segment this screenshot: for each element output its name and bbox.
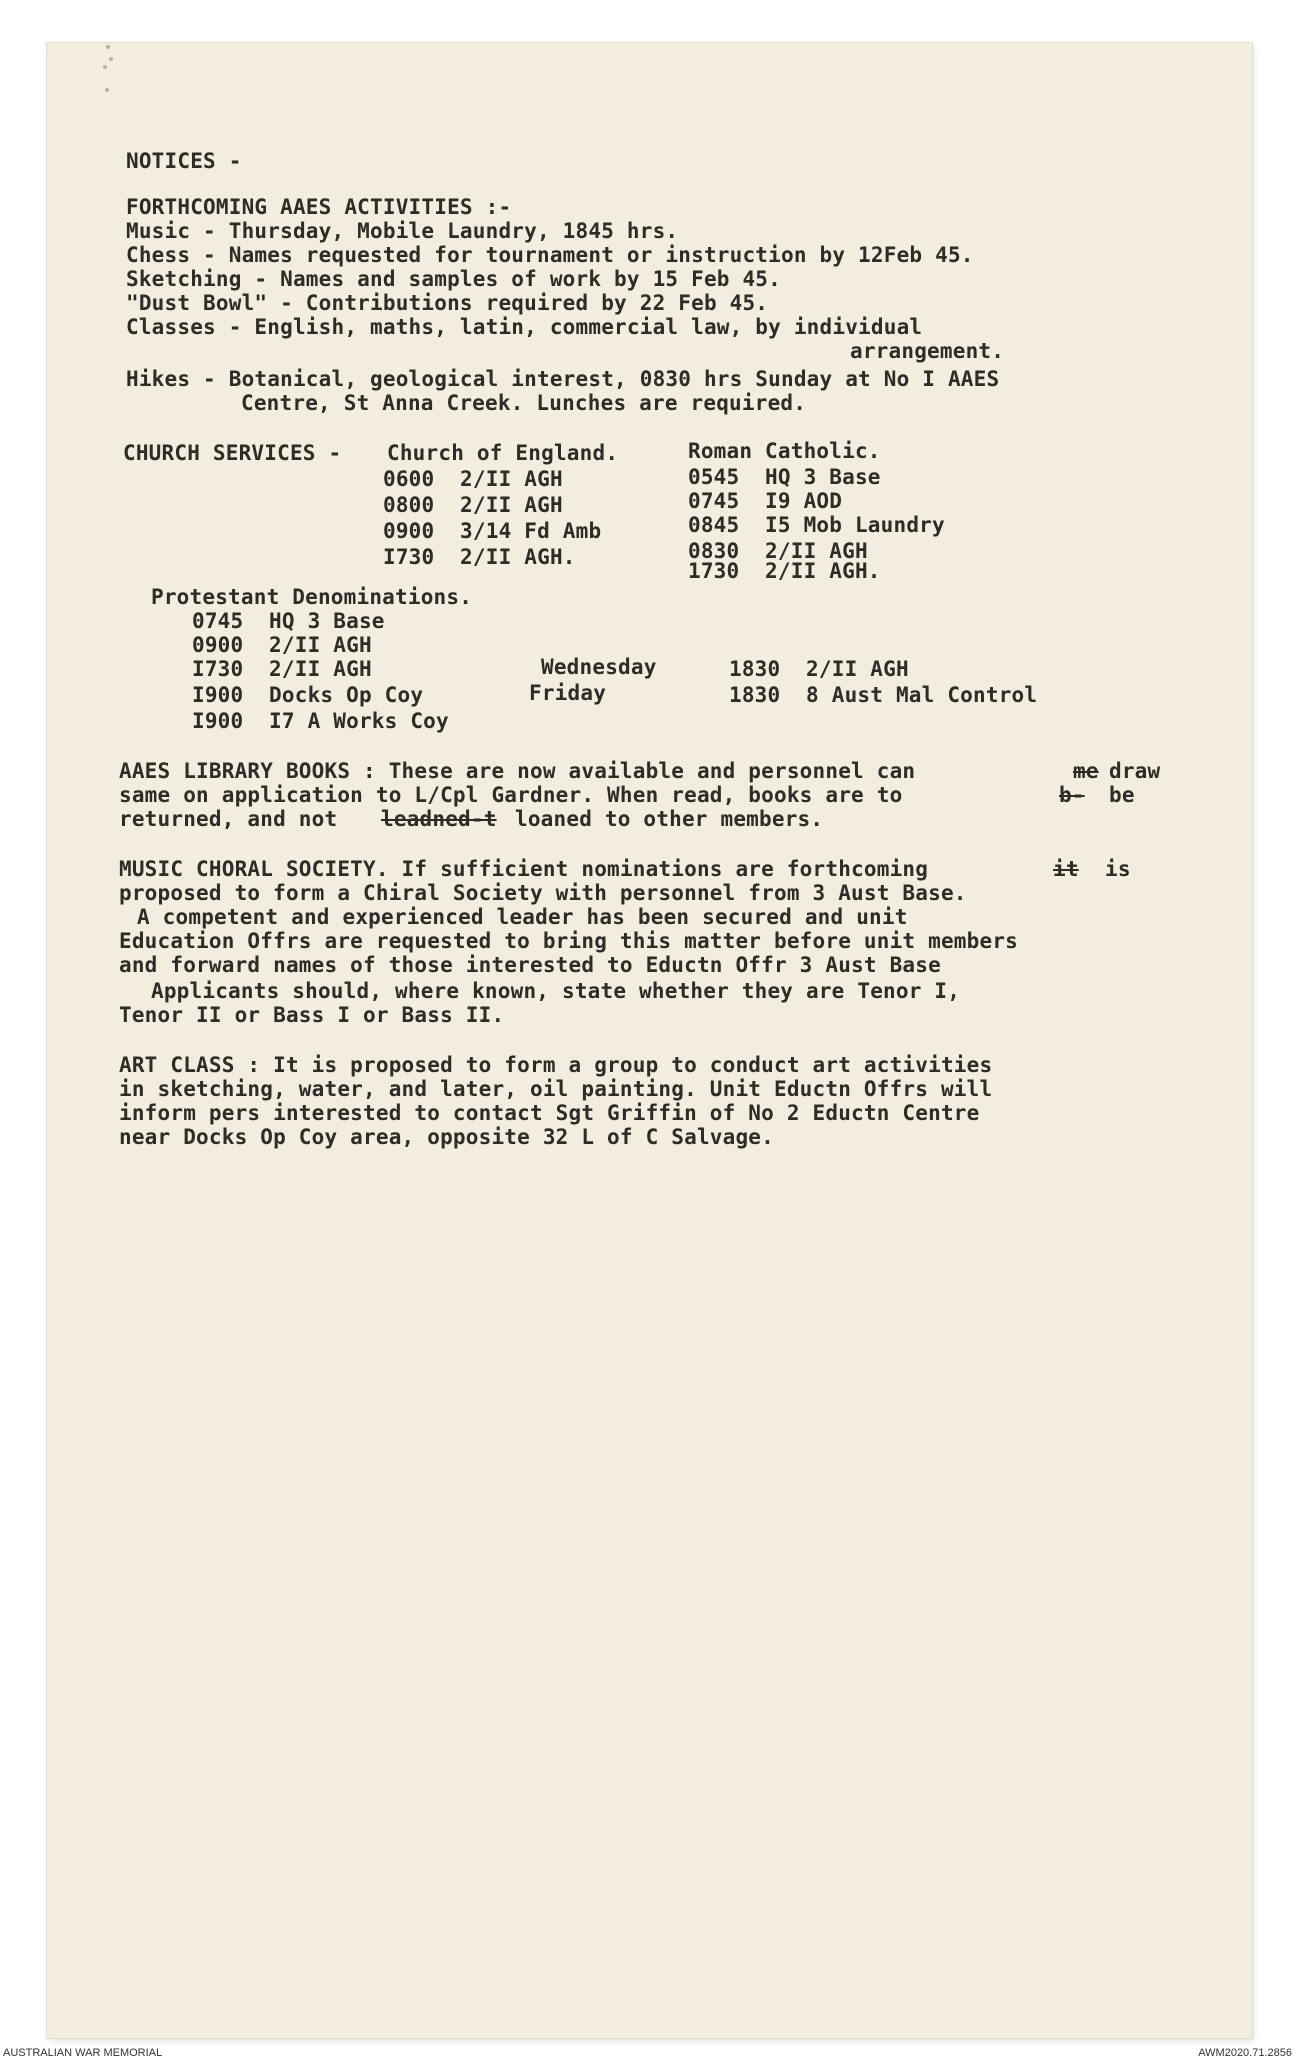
choral-line: is — [1105, 857, 1131, 881]
protestant-service: I900 I7 A Works Coy — [192, 709, 449, 733]
activity-line: Classes - English, maths, latin, commercial law, by individual — [126, 315, 923, 339]
art-line: ART CLASS : It is proposed to form a group to conduct art activities — [119, 1053, 993, 1077]
struck-text: leadned-t — [381, 807, 497, 831]
footer-right: AWM2020.71.2856 — [1198, 2047, 1292, 2059]
choral-line: Tenor II or Bass I or Bass II. — [119, 1003, 505, 1027]
library-line: same on application to L/Cpl Gardner. When read, books are to — [119, 783, 903, 807]
activity-line: Hikes - Botanical, geological interest, 0830 hrs Sunday at No I AAES — [126, 367, 1000, 391]
choral-line: Applicants should, where known, state whether they are Tenor I, — [151, 979, 961, 1003]
rc-service: 0830 2/II AGH — [688, 539, 868, 563]
activities-title: FORTHCOMING AAES ACTIVITIES :- — [126, 195, 512, 219]
protestant-service: I900 Docks Op Coy — [192, 683, 424, 707]
activity-line: Chess - Names requested for tournament or instruction by 12Feb 45. — [126, 243, 974, 267]
library-line: draw — [1109, 759, 1161, 783]
rc-service: 1730 2/II AGH. — [688, 559, 881, 583]
coe-service: I730 2/II AGH. — [383, 545, 576, 569]
art-line: in sketching, water, and later, oil painting. Unit Eductn Offrs will — [119, 1077, 993, 1101]
choral-line: A competent and experienced leader has been secured and unit — [137, 905, 908, 929]
protestant-service: 0900 2/II AGH — [192, 633, 372, 657]
rc-service: 0745 I9 AOD — [688, 489, 843, 513]
footer-left: AUSTRALIAN WAR MEMORIAL — [3, 2047, 163, 2059]
choral-line: and forward names of those interested to Eductn Offr 3 Aust Base — [119, 953, 941, 977]
choral-line: MUSIC CHORAL SOCIETY. If sufficient nominations are forthcoming — [119, 857, 929, 881]
weekday-label: Wednesday — [541, 655, 657, 679]
coe-service: 0600 2/II AGH — [383, 467, 563, 491]
art-line: inform pers interested to contact Sgt Griffin of No 2 Eductn Centre — [119, 1101, 980, 1125]
protestant-service: 0745 HQ 3 Base — [192, 609, 385, 633]
coe-service: 0900 3/14 Fd Amb — [383, 519, 602, 543]
church-services-label: CHURCH SERVICES - — [123, 441, 342, 465]
library-line: loaned to other members. — [515, 807, 824, 831]
activity-line: Music - Thursday, Mobile Laundry, 1845 hrs. — [126, 219, 679, 243]
protestant-service: I730 2/II AGH — [192, 657, 372, 681]
activity-line: "Dust Bowl" - Contributions required by 22 Feb 45. — [126, 291, 769, 315]
struck-text: me — [1073, 759, 1099, 783]
library-line: AAES LIBRARY BOOKS : These are now available and personnel can — [119, 759, 916, 783]
rc-service: 0545 HQ 3 Base — [688, 465, 881, 489]
document-page — [47, 43, 1252, 2038]
weekday-entry: 1830 8 Aust Mal Control — [729, 683, 1038, 707]
activity-line: Centre, St Anna Creek. Lunches are required. — [241, 391, 807, 415]
weekday-label: Friday — [529, 681, 607, 705]
activity-line: arrangement. — [850, 339, 1005, 363]
struck-text: it — [1053, 857, 1079, 881]
choral-line: proposed to form a Chiral Society with personnel from 3 Aust Base. — [119, 881, 967, 905]
art-line: near Docks Op Coy area, opposite 32 L of C Salvage. — [119, 1125, 774, 1149]
choral-line: Education Offrs are requested to bring this matter before unit members — [119, 929, 1019, 953]
struck-text: b- — [1059, 783, 1085, 807]
library-line: be — [1109, 783, 1135, 807]
church-of-england-title: Church of England. — [387, 441, 619, 465]
coe-service: 0800 2/II AGH — [383, 493, 563, 517]
roman-catholic-title: Roman Catholic. — [688, 439, 881, 463]
library-line: returned, and not — [119, 807, 338, 831]
rc-service: 0845 I5 Mob Laundry — [688, 513, 945, 537]
notices-heading: NOTICES - — [126, 149, 242, 173]
activity-line: Sketching - Names and samples of work by 15 Feb 45. — [126, 267, 781, 291]
protestant-title: Protestant Denominations. — [151, 585, 473, 609]
weekday-entry: 1830 2/II AGH — [729, 657, 909, 681]
